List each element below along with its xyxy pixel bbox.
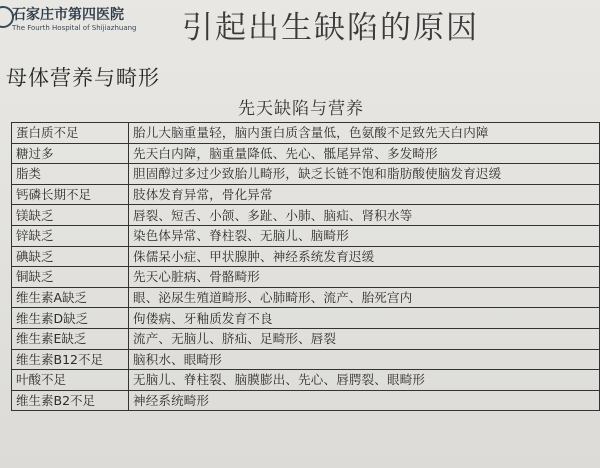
table-caption: 先天缺陷与营养 (238, 99, 364, 119)
hospital-logo (0, 4, 168, 38)
page-title: 引起出生缺陷的原因 (182, 10, 479, 46)
effect-cell: 胆固醇过多过少致胎儿畸形，缺乏长链不饱和脂肪酸使脑发育迟缓 (129, 164, 600, 185)
cause-cell: 碘缺乏 (12, 246, 129, 267)
effect-cell: 染色体异常、脊柱裂、无脑儿、脑畸形 (129, 225, 600, 246)
hospital-name-en: The Fourth Hospital of Shijiazhuang (12, 24, 137, 32)
table-row (12, 308, 600, 329)
cause-cell: 维生素A缺乏 (12, 287, 129, 308)
effect-cell: 先天白内障，脑重量降低、先心、骶尾异常、多发畸形 (129, 143, 600, 164)
cause-cell: 维生素D缺乏 (12, 308, 129, 329)
cause-cell: 铜缺乏 (12, 267, 129, 288)
cause-cell: 维生素B12不足 (12, 349, 129, 370)
cause-cell: 维生素B2不足 (12, 390, 129, 411)
cause-cell: 叶酸不足 (12, 370, 129, 391)
effect-cell: 神经系统畸形 (129, 390, 600, 411)
table-row (12, 246, 600, 267)
effect-cell: 脑积水、眼畸形 (129, 349, 600, 370)
table-row (12, 370, 600, 391)
table-row (12, 287, 600, 308)
effect-cell: 无脑儿、脊柱裂、脑膜膨出、先心、唇腭裂、眼畸形 (129, 370, 600, 391)
table-row (12, 184, 600, 205)
cause-cell: 糖过多 (12, 143, 129, 164)
table-row (12, 205, 600, 226)
table-row (12, 164, 600, 185)
cause-cell: 锌缺乏 (12, 225, 129, 246)
effect-cell: 眼、泌尿生殖道畸形、心肺畸形、流产、胎死宫内 (129, 287, 600, 308)
table-body (12, 123, 600, 411)
table-row (12, 143, 600, 164)
cause-cell: 维生素E缺乏 (12, 328, 129, 349)
effect-cell: 唇裂、短舌、小颌、多趾、小肺、脑疝、肾积水等 (129, 205, 600, 226)
table-row (12, 349, 600, 370)
section-heading: 母体营养与畸形 (6, 66, 160, 90)
effect-cell: 佝偻病、牙釉质发育不良 (129, 308, 600, 329)
cause-cell: 蛋白质不足 (12, 123, 129, 144)
cause-cell: 钙磷长期不足 (12, 184, 129, 205)
hospital-name-cn: 石家庄市第四医院 (12, 7, 124, 23)
table-row (12, 225, 600, 246)
table-row (12, 328, 600, 349)
table-row (12, 390, 600, 411)
effect-cell: 肢体发育异常，骨化异常 (129, 184, 600, 205)
defects-table (11, 122, 600, 411)
effect-cell: 侏儒呆小症、甲状腺肿、神经系统发育迟缓 (129, 246, 600, 267)
effect-cell: 先天心脏病、骨骼畸形 (129, 267, 600, 288)
table-row (12, 123, 600, 144)
cause-cell: 脂类 (12, 164, 129, 185)
effect-cell: 胎儿大脑重量轻，脑内蛋白质含量低，色氨酸不足致先天白内障 (129, 123, 600, 144)
table-row (12, 267, 600, 288)
effect-cell: 流产、无脑儿、脐疝、足畸形、唇裂 (129, 328, 600, 349)
cause-cell: 镁缺乏 (12, 205, 129, 226)
